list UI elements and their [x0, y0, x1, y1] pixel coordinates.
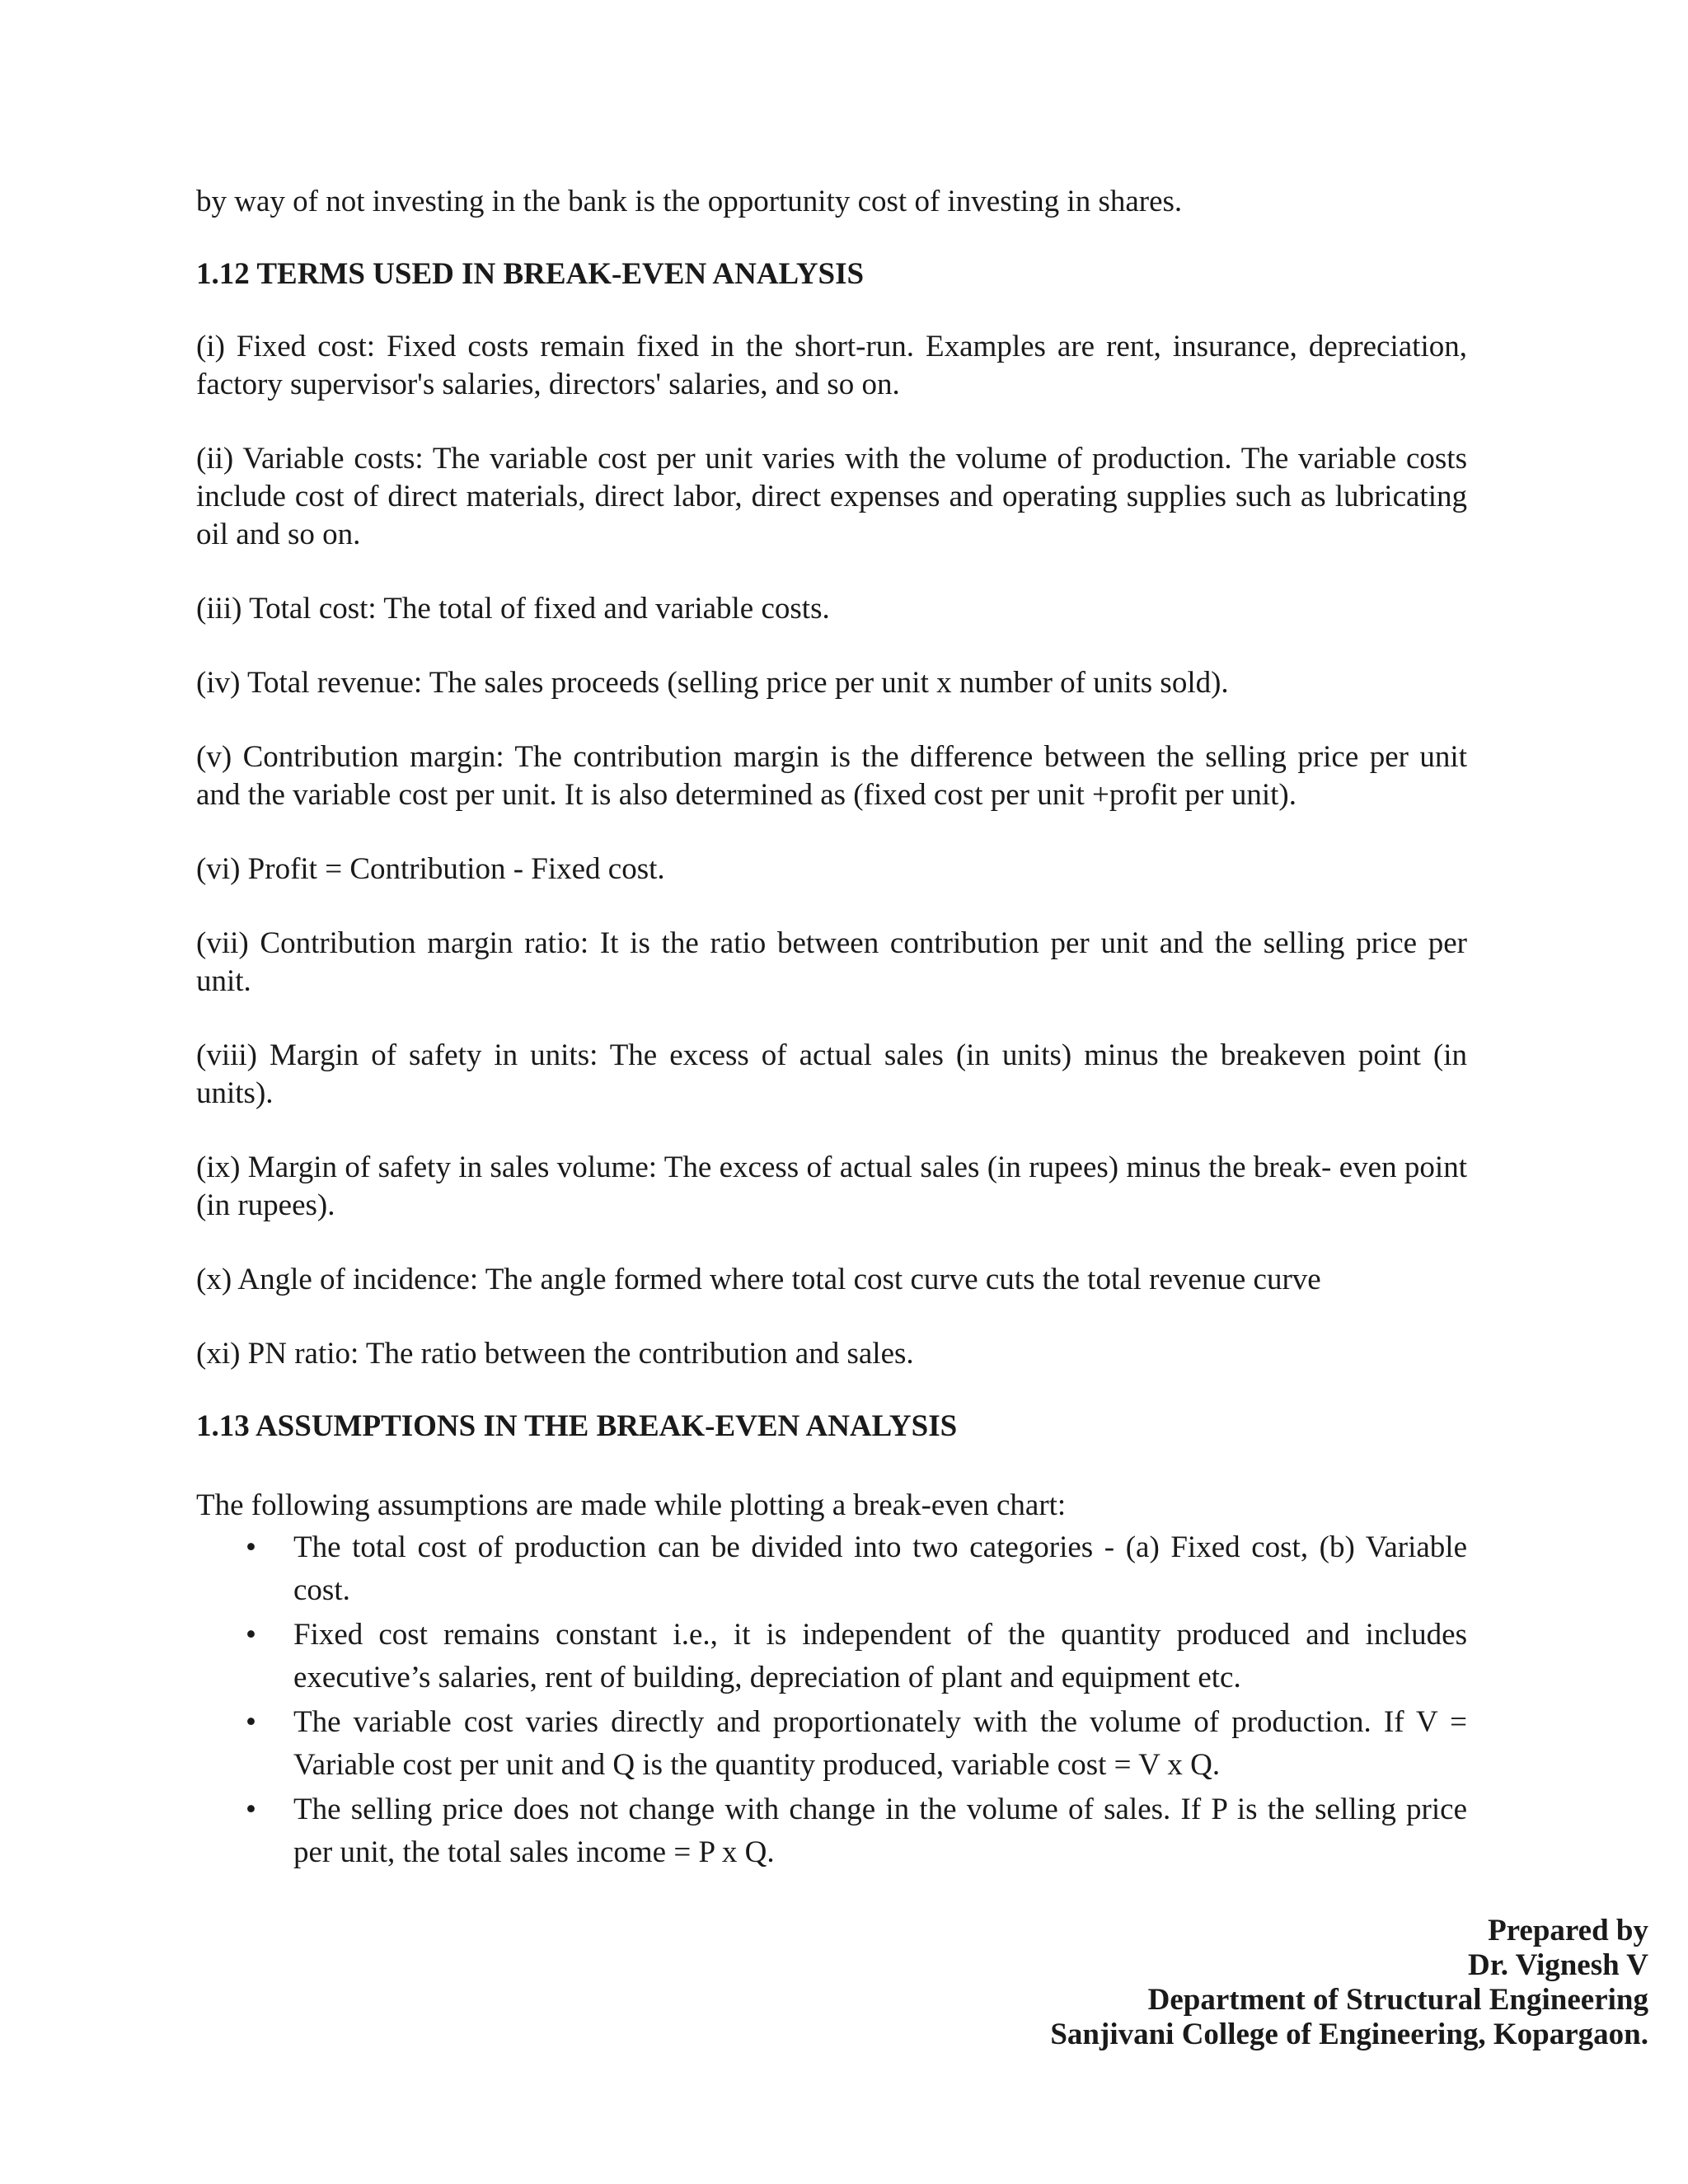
list-item-text: The selling price does not change with change in the volume of sales. If P is the selling price per unit, the total sales income = P x Q. — [293, 1793, 1467, 1869]
bullet-icon: • — [246, 1705, 256, 1739]
bullet-icon: • — [246, 1618, 256, 1652]
term-contribution-margin-ratio: (vii) Contribution margin ratio: It is the ratio between contribution per unit and the selling price per unit. — [196, 926, 1467, 998]
term-fixed-cost: (i) Fixed cost: Fixed costs remain fixed in the short-run. Examples are rent, insurance, depreciation, factory supervisor's salaries, directors' salaries, and so on. — [196, 330, 1467, 401]
intro-paragraph: by way of not investing in the bank is the opportunity cost of investing in shares. — [196, 185, 1183, 218]
document-body — [196, 183, 1467, 1876]
list-item — [246, 1526, 1467, 1612]
term-margin-of-safety-units: (viii) Margin of safety in units: The excess of actual sales (in units) minus the breakeven point (in units). — [196, 1038, 1467, 1110]
credits-author-name: Dr. Vignesh V — [1468, 1948, 1648, 1982]
credits-prepared-by: Prepared by — [1488, 1914, 1648, 1947]
assumptions-lead: The following assumptions are made while plotting a break-even chart: — [196, 1488, 1067, 1522]
list-item-text: Fixed cost remains constant i.e., it is independent of the quantity produced and includes executive’s salaries, rent of building, depreciation of plant and equipment etc. — [293, 1618, 1467, 1694]
list-item — [246, 1701, 1467, 1787]
credits-department: Department of Structural Engineering — [1147, 1983, 1648, 2017]
section-heading-1-13: 1.13 ASSUMPTIONS IN THE BREAK-EVEN ANALYSIS — [196, 1409, 958, 1443]
assumptions-list — [196, 1526, 1467, 1874]
bullet-icon: • — [246, 1530, 256, 1564]
term-total-cost: (iii) Total cost: The total of fixed and variable costs. — [196, 592, 830, 626]
term-profit: (vi) Profit = Contribution - Fixed cost. — [196, 852, 665, 886]
term-angle-of-incidence: (x) Angle of incidence: The angle formed where total cost curve cuts the total revenue curve — [196, 1263, 1321, 1296]
author-credits — [1050, 1914, 1648, 2052]
term-pn-ratio: (xi) PN ratio: The ratio between the contribution and sales. — [196, 1337, 914, 1371]
list-item-text: The total cost of production can be divided into two categories - (a) Fixed cost, (b) Variable cost. — [293, 1530, 1467, 1607]
credits-college: Sanjivani College of Engineering, Kopargaon. — [1050, 2018, 1648, 2051]
list-item-text: The variable cost varies directly and proportionately with the volume of production. If V = Variable cost per unit and Q is the quantity produced, variable cost = V x Q. — [293, 1705, 1467, 1782]
section-heading-1-12: 1.12 TERMS USED IN BREAK-EVEN ANALYSIS — [196, 257, 865, 291]
term-margin-of-safety-sales-volume: (ix) Margin of safety in sales volume: The excess of actual sales (in rupees) minus the break- even point (in rupees). — [196, 1151, 1467, 1222]
list-item — [246, 1614, 1467, 1699]
term-contribution-margin: (v) Contribution margin: The contribution margin is the difference between the selling price per unit and the variable cost per unit. It is also determined as (fixed cost per unit +profit per unit). — [196, 740, 1467, 812]
term-variable-costs: (ii) Variable costs: The variable cost per unit varies with the volume of production. The variable costs include cost of direct materials, direct labor, direct expenses and operating supplies such as lubricating oil and so on. — [196, 442, 1467, 551]
term-total-revenue: (iv) Total revenue: The sales proceeds (selling price per unit x number of units sold). — [196, 666, 1229, 700]
bullet-icon: • — [246, 1793, 256, 1826]
list-item — [246, 1788, 1467, 1874]
